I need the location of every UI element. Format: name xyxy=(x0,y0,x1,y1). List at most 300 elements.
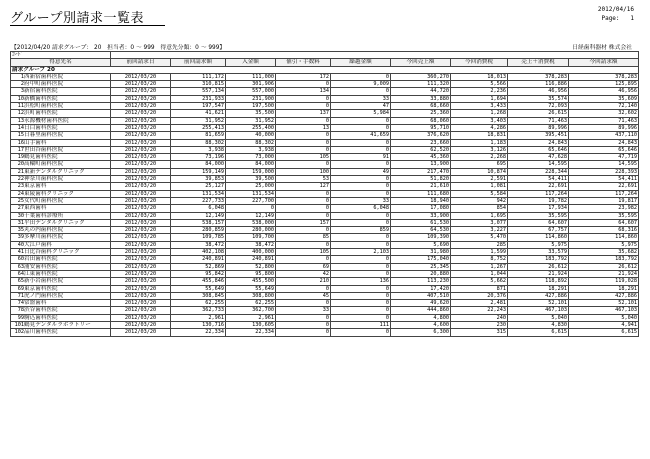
prev-billing-date-cell: 2012/03/20 xyxy=(111,241,171,248)
customer-name: 府中町歯科医院 xyxy=(24,81,64,88)
payment-amount-cell: 2,961 xyxy=(226,314,276,321)
prev-billing-date-cell: 2012/03/20 xyxy=(111,270,171,277)
carryover-amount-cell: 47 xyxy=(331,103,391,110)
table-row xyxy=(11,314,639,321)
current-sales-cell: 217,470 xyxy=(391,168,451,175)
customer-name: 高輪町歯科医院 xyxy=(24,161,64,168)
prev-billing-amount-cell: 31,952 xyxy=(171,117,226,124)
sales-plus-tax-cell: 26,612 xyxy=(508,263,569,270)
current-sales-cell: 17,080 xyxy=(391,205,451,212)
current-sales-cell: 407,510 xyxy=(391,292,451,299)
payment-amount-cell: 362,700 xyxy=(226,307,276,314)
sales-plus-tax-cell: 67,757 xyxy=(508,227,569,234)
carryover-amount-cell: 41,659 xyxy=(331,132,391,139)
column-header: 前回請求日 xyxy=(111,59,171,66)
current-tax-cell: 18,831 xyxy=(451,132,508,139)
customer-code: 102 xyxy=(14,329,24,336)
discount-fee-cell: 0 xyxy=(276,227,331,234)
payment-amount-cell: 52,800 xyxy=(226,263,276,270)
customer-name: 鶴見デンタルラボラトリー xyxy=(24,321,91,328)
prev-billing-amount-cell: 95,842 xyxy=(171,270,226,277)
carryover-amount-cell: 0 xyxy=(331,124,391,131)
customer-name: 東西歯科 xyxy=(24,205,47,212)
current-tax-cell: 2,236 xyxy=(451,88,508,95)
sales-plus-tax-cell: 378,283 xyxy=(508,73,569,80)
payment-amount-cell: 40,000 xyxy=(226,132,276,139)
prev-billing-date-cell: 2012/03/20 xyxy=(111,321,171,328)
customer-name: 永源機材歯科医院 xyxy=(24,117,69,124)
prev-billing-date-cell: 2012/03/20 xyxy=(111,183,171,190)
current-billing-amount-cell: 183,792 xyxy=(569,256,639,263)
table-row xyxy=(11,190,639,197)
current-sales-cell: 5,690 xyxy=(391,241,451,248)
discount-fee-cell: 100 xyxy=(276,168,331,175)
prev-billing-date-cell: 2012/03/20 xyxy=(111,88,171,95)
carryover-amount-cell: 0 xyxy=(331,146,391,153)
customer-cell xyxy=(11,300,111,307)
payment-amount-cell: 227,700 xyxy=(226,197,276,204)
current-billing-amount-cell: 437,110 xyxy=(569,132,639,139)
discount-fee-cell: 0 xyxy=(276,205,331,212)
print-date: 2012/04/16 xyxy=(597,6,634,13)
current-tax-cell: 3,433 xyxy=(451,103,508,110)
customer-code: 16 xyxy=(17,139,24,146)
table-row xyxy=(11,227,639,234)
column-header: 値引・手数料 xyxy=(276,59,331,66)
customer-cell xyxy=(11,176,111,183)
current-sales-cell: 45,360 xyxy=(391,154,451,161)
customer-name: 浜松町歯科医院 xyxy=(24,103,64,110)
prev-billing-amount-cell: 81,659 xyxy=(171,132,226,139)
customer-name: 女代町歯科医院 xyxy=(24,197,64,204)
discount-fee-cell: 0 xyxy=(276,241,331,248)
payment-amount-cell: 131,534 xyxy=(226,190,276,197)
current-billing-amount-cell: 22,691 xyxy=(569,183,639,190)
table-row xyxy=(11,249,639,256)
customer-code: 14 xyxy=(17,124,24,131)
customer-name: 平田デンタルクリニック xyxy=(24,219,85,226)
customer-name: 東新デンタルクリニック xyxy=(24,168,85,175)
current-tax-cell: 871 xyxy=(451,285,508,292)
sales-plus-tax-cell: 14,595 xyxy=(508,161,569,168)
code-header: ｺｰﾄﾞ xyxy=(11,52,111,59)
current-sales-cell: 111,320 xyxy=(391,81,451,88)
carryover-amount-cell: 0 xyxy=(331,241,391,248)
sales-plus-tax-cell: 35,574 xyxy=(508,95,569,102)
current-billing-amount-cell: 68,316 xyxy=(569,227,639,234)
current-billing-amount-cell: 14,595 xyxy=(569,161,639,168)
current-sales-cell: 13,900 xyxy=(391,161,451,168)
current-billing-amount-cell: 21,924 xyxy=(569,270,639,277)
column-header: 繰越金額 xyxy=(331,59,391,66)
customer-name: 千葉歯科診療所 xyxy=(24,212,64,219)
current-billing-amount-cell: 5,040 xyxy=(569,314,639,321)
table-row xyxy=(11,285,639,292)
customer-name: 虎ノ門歯科医院 xyxy=(24,292,64,299)
current-sales-cell: 444,860 xyxy=(391,307,451,314)
table-row xyxy=(11,278,639,285)
customer-cell xyxy=(11,256,111,263)
customer-cell xyxy=(11,88,111,95)
customer-code: 74 xyxy=(17,300,24,307)
customer-code: 41 xyxy=(17,249,24,256)
carryover-amount-cell: 0 xyxy=(331,190,391,197)
payment-amount-cell: 38,472 xyxy=(226,241,276,248)
current-tax-cell: 1,267 xyxy=(451,263,508,270)
discount-fee-cell: 0 xyxy=(276,329,331,336)
prev-billing-amount-cell: 308,845 xyxy=(171,292,226,299)
prev-billing-amount-cell: 25,127 xyxy=(171,183,226,190)
carryover-amount-cell: 0 xyxy=(331,292,391,299)
table-row xyxy=(11,124,639,131)
title-underline xyxy=(10,25,165,26)
customer-name: 岩田歯科医院 xyxy=(24,256,58,263)
customer-code: 21 xyxy=(17,168,24,175)
prev-billing-amount-cell: 538,157 xyxy=(171,219,226,226)
column-header: 入金額 xyxy=(226,59,276,66)
payment-amount-cell: 12,149 xyxy=(226,212,276,219)
customer-code: 10 xyxy=(17,95,24,102)
customer-cell xyxy=(11,285,111,292)
current-sales-cell: 4,600 xyxy=(391,321,451,328)
current-tax-cell: 5,584 xyxy=(451,190,508,197)
prev-billing-date-cell: 2012/03/20 xyxy=(111,278,171,285)
customer-cell xyxy=(11,278,111,285)
prev-billing-date-cell: 2012/03/20 xyxy=(111,314,171,321)
page-number: 1 xyxy=(630,15,634,22)
sales-plus-tax-cell: 18,291 xyxy=(508,285,569,292)
customer-code: 3 xyxy=(20,88,24,95)
customer-cell xyxy=(11,117,111,124)
current-sales-cell: 49,620 xyxy=(391,300,451,307)
current-tax-cell: 1,081 xyxy=(451,183,508,190)
current-tax-cell: 695 xyxy=(451,161,508,168)
table-row xyxy=(11,176,639,183)
current-tax-cell: 285 xyxy=(451,241,508,248)
page-indicator xyxy=(601,15,634,22)
customer-cell xyxy=(11,234,111,241)
sales-plus-tax-cell: 24,843 xyxy=(508,139,569,146)
current-sales-cell: 21,610 xyxy=(391,183,451,190)
table-row xyxy=(11,234,639,241)
customer-cell xyxy=(11,154,111,161)
customer-name: 新橋歯科医院 xyxy=(24,95,58,102)
current-tax-cell: 3,403 xyxy=(451,117,508,124)
payment-amount-cell: 73,000 xyxy=(226,154,276,161)
discount-fee-cell: 0 xyxy=(276,197,331,204)
customer-name: 東京歯科 xyxy=(24,183,47,190)
prev-billing-date-cell: 2012/03/20 xyxy=(111,307,171,314)
current-sales-cell: 17,420 xyxy=(391,285,451,292)
current-billing-amount-cell: 35,595 xyxy=(569,212,639,219)
customer-code: 35 xyxy=(17,227,24,234)
prev-billing-date-cell: 2012/03/20 xyxy=(111,292,171,299)
sales-plus-tax-cell: 72,093 xyxy=(508,103,569,110)
current-sales-cell: 31,980 xyxy=(391,249,451,256)
customer-name: 新小岩歯科医院 xyxy=(24,278,64,285)
carryover-amount-cell: 33 xyxy=(331,95,391,102)
discount-fee-cell: 0 xyxy=(276,190,331,197)
customer-cell xyxy=(11,81,111,88)
discount-fee-cell: 157 xyxy=(276,219,331,226)
current-sales-cell: 6,300 xyxy=(391,329,451,336)
discount-fee-cell: 0 xyxy=(276,314,331,321)
discount-fee-cell: 0 xyxy=(276,146,331,153)
prev-billing-date-cell: 2012/03/20 xyxy=(111,73,171,80)
current-tax-cell: 20,376 xyxy=(451,292,508,299)
discount-fee-cell: 210 xyxy=(276,278,331,285)
customer-cell xyxy=(11,314,111,321)
carryover-amount-cell: 0 xyxy=(331,212,391,219)
customer-code: 40 xyxy=(17,241,24,248)
current-tax-cell: 1,268 xyxy=(451,110,508,117)
sales-plus-tax-cell: 6,615 xyxy=(508,329,569,336)
table-row xyxy=(11,88,639,95)
current-billing-amount-cell: 52,101 xyxy=(569,300,639,307)
customer-code: 63 xyxy=(17,263,24,270)
payment-amount-cell: 159,000 xyxy=(226,168,276,175)
current-sales-cell: 113,230 xyxy=(391,278,451,285)
current-billing-amount-cell: 23,982 xyxy=(569,205,639,212)
customer-code: 11 xyxy=(17,103,24,110)
discount-fee-cell: 0 xyxy=(276,256,331,263)
sales-plus-tax-cell: 35,595 xyxy=(508,212,569,219)
current-sales-cell: 44,720 xyxy=(391,88,451,95)
current-billing-amount-cell: 72,140 xyxy=(569,103,639,110)
payment-amount-cell: 31,952 xyxy=(226,117,276,124)
current-tax-cell: 854 xyxy=(451,205,508,212)
customer-code: 22 xyxy=(17,176,24,183)
current-billing-amount-cell: 467,103 xyxy=(569,307,639,314)
prev-billing-amount-cell: 22,334 xyxy=(171,329,226,336)
customer-code: 12 xyxy=(17,110,24,117)
current-sales-cell: 18,940 xyxy=(391,197,451,204)
table-row xyxy=(11,154,639,161)
report-title: グループ別請求一覧表 xyxy=(10,11,144,26)
prev-billing-date-cell: 2012/03/20 xyxy=(111,154,171,161)
prev-billing-date-cell: 2012/03/20 xyxy=(111,110,171,117)
customer-name: 常盤歯科 xyxy=(24,300,47,307)
carryover-amount-cell: 0 xyxy=(331,219,391,226)
carryover-amount-cell: 0 xyxy=(331,176,391,183)
prev-billing-amount-cell: 73,196 xyxy=(171,154,226,161)
current-tax-cell: 5,470 xyxy=(451,234,508,241)
discount-fee-cell: 0 xyxy=(276,132,331,139)
table-row xyxy=(11,161,639,168)
prev-billing-date-cell: 2012/03/20 xyxy=(111,329,171,336)
payment-amount-cell: 95,800 xyxy=(226,270,276,277)
discount-fee-cell: 0 xyxy=(276,81,331,88)
current-billing-amount-cell: 378,283 xyxy=(569,73,639,80)
customer-name: 浜町歯科医院 xyxy=(24,110,58,117)
current-billing-amount-cell: 5,975 xyxy=(569,241,639,248)
current-sales-cell: 33,880 xyxy=(391,95,451,102)
table-row xyxy=(11,321,639,328)
discount-fee-cell: 0 xyxy=(276,103,331,110)
carryover-amount-cell: 111 xyxy=(331,321,391,328)
carryover-amount-cell: 859 xyxy=(331,227,391,234)
customer-cell xyxy=(11,329,111,336)
payment-amount-cell: 255,400 xyxy=(226,124,276,131)
carryover-amount-cell: 0 xyxy=(331,256,391,263)
column-header: 得意先名 xyxy=(11,59,111,66)
current-sales-cell: 33,900 xyxy=(391,212,451,219)
customer-code: 20 xyxy=(17,161,24,168)
discount-fee-cell: 127 xyxy=(276,183,331,190)
prev-billing-date-cell: 2012/03/20 xyxy=(111,168,171,175)
carryover-amount-cell: 0 xyxy=(331,73,391,80)
customer-cell xyxy=(11,212,111,219)
carryover-amount-cell: 0 xyxy=(331,117,391,124)
prev-billing-date-cell: 2012/03/20 xyxy=(111,212,171,219)
prev-billing-date-cell: 2012/03/20 xyxy=(111,95,171,102)
current-sales-cell: 4,800 xyxy=(391,314,451,321)
customer-code: 15 xyxy=(17,132,24,139)
table-row xyxy=(11,168,639,175)
prev-billing-date-cell: 2012/03/20 xyxy=(111,124,171,131)
customer-cell xyxy=(11,270,111,277)
table-row xyxy=(11,219,639,226)
discount-fee-cell: 85 xyxy=(276,234,331,241)
customer-name: 日暮里歯科医院 xyxy=(24,132,64,139)
current-sales-cell: 109,390 xyxy=(391,234,451,241)
prev-billing-amount-cell: 55,649 xyxy=(171,285,226,292)
sales-plus-tax-cell: 26,615 xyxy=(508,110,569,117)
customer-code: 23 xyxy=(17,183,24,190)
prev-billing-date-cell: 2012/03/20 xyxy=(111,219,171,226)
table-row xyxy=(11,95,639,102)
customer-name: 日比谷歯科クリニック xyxy=(24,249,80,256)
customer-name: 神奈川歯科医院 xyxy=(24,176,64,183)
payment-amount-cell: 35,500 xyxy=(226,110,276,117)
payment-amount-cell: 308,800 xyxy=(226,292,276,299)
prev-billing-amount-cell: 39,853 xyxy=(171,176,226,183)
current-tax-cell: 1,695 xyxy=(451,212,508,219)
customer-cell xyxy=(11,249,111,256)
customer-name: 多摩川歯科医院 xyxy=(24,234,64,241)
customer-cell xyxy=(11,124,111,131)
current-sales-cell: 61,530 xyxy=(391,219,451,226)
payment-amount-cell: 231,900 xyxy=(226,95,276,102)
table-row xyxy=(11,307,639,314)
current-tax-cell: 2,591 xyxy=(451,176,508,183)
table-row xyxy=(11,146,639,153)
customer-cell xyxy=(11,307,111,314)
customer-code: 13 xyxy=(17,117,24,124)
current-tax-cell: 230 xyxy=(451,321,508,328)
discount-fee-cell: 0 xyxy=(276,95,331,102)
discount-fee-cell: 69 xyxy=(276,263,331,270)
prev-billing-amount-cell: 130,716 xyxy=(171,321,226,328)
customer-cell xyxy=(11,197,111,204)
table-row xyxy=(11,205,639,212)
column-header: 今回請求額 xyxy=(569,59,639,66)
current-tax-cell: 315 xyxy=(451,329,508,336)
sales-plus-tax-cell: 17,934 xyxy=(508,205,569,212)
payment-amount-cell: 3,938 xyxy=(226,146,276,153)
carryover-amount-cell: 2,103 xyxy=(331,249,391,256)
current-tax-cell: 942 xyxy=(451,197,508,204)
column-header: 今回消費税 xyxy=(451,59,508,66)
table-row xyxy=(11,81,639,88)
prev-billing-date-cell: 2012/03/20 xyxy=(111,161,171,168)
current-tax-cell: 2,268 xyxy=(451,154,508,161)
customer-name: 東京歯科医院 xyxy=(24,285,58,292)
customer-name: 鶴見歯科医院 xyxy=(24,154,58,161)
carryover-amount-cell: 6,048 xyxy=(331,205,391,212)
customer-code: 1 xyxy=(20,73,24,80)
report-conditions: 【2012/04/20 請求グループ： 20 担当者：0 ～ 999 得意先分類：0 ～ 999】 xyxy=(11,45,226,51)
current-sales-cell: 111,680 xyxy=(391,190,451,197)
customer-cell xyxy=(11,110,111,117)
prev-billing-amount-cell: 3,938 xyxy=(171,146,226,153)
customer-name: 山手歯科 xyxy=(24,139,47,146)
prev-billing-date-cell: 2012/03/20 xyxy=(111,249,171,256)
current-billing-amount-cell: 18,291 xyxy=(569,285,639,292)
sales-plus-tax-cell: 33,579 xyxy=(508,249,569,256)
discount-fee-cell: 0 xyxy=(276,321,331,328)
current-tax-cell: 3,227 xyxy=(451,227,508,234)
sales-plus-tax-cell: 117,264 xyxy=(508,190,569,197)
prev-billing-amount-cell: 197,547 xyxy=(171,103,226,110)
carryover-amount-cell: 0 xyxy=(331,285,391,292)
payment-amount-cell: 400,000 xyxy=(226,249,276,256)
table-row xyxy=(11,117,639,124)
sales-plus-tax-cell: 5,040 xyxy=(508,314,569,321)
table-row xyxy=(11,103,639,110)
current-sales-cell: 62,520 xyxy=(391,146,451,153)
current-billing-amount-cell: 125,895 xyxy=(569,81,639,88)
carryover-amount-cell: 0 xyxy=(331,329,391,336)
discount-fee-cell: 42 xyxy=(276,270,331,277)
column-header: 前回請求額 xyxy=(171,59,226,66)
prev-billing-date-cell: 2012/03/20 xyxy=(111,81,171,88)
sales-plus-tax-cell: 64,607 xyxy=(508,219,569,226)
payment-amount-cell: 130,605 xyxy=(226,321,276,328)
prev-billing-amount-cell: 84,000 xyxy=(171,161,226,168)
current-billing-amount-cell: 114,860 xyxy=(569,234,639,241)
current-tax-cell: 10,874 xyxy=(451,168,508,175)
current-billing-amount-cell: 71,463 xyxy=(569,117,639,124)
payment-amount-cell: 22,334 xyxy=(226,329,276,336)
current-sales-cell: 23,660 xyxy=(391,139,451,146)
table-row xyxy=(11,241,639,248)
table-row xyxy=(11,183,639,190)
customer-code: 2 xyxy=(20,81,24,88)
current-billing-amount-cell: 119,028 xyxy=(569,278,639,285)
sales-plus-tax-cell: 52,101 xyxy=(508,300,569,307)
sales-plus-tax-cell: 5,975 xyxy=(508,241,569,248)
customer-cell xyxy=(11,132,111,139)
current-sales-cell: 51,820 xyxy=(391,176,451,183)
customer-code: 65 xyxy=(17,278,24,285)
customer-name: 浦安歯科医院 xyxy=(24,263,58,270)
carryover-amount-cell: 0 xyxy=(331,314,391,321)
payment-amount-cell: 538,000 xyxy=(226,219,276,226)
discount-fee-cell: 33 xyxy=(276,307,331,314)
payment-amount-cell: 240,891 xyxy=(226,256,276,263)
sales-plus-tax-cell: 467,103 xyxy=(508,307,569,314)
sales-plus-tax-cell: 46,956 xyxy=(508,88,569,95)
current-billing-amount-cell: 19,817 xyxy=(569,197,639,204)
current-billing-amount-cell: 427,886 xyxy=(569,292,639,299)
current-billing-amount-cell: 4,941 xyxy=(569,321,639,328)
table-row xyxy=(11,329,639,336)
discount-fee-cell: 0 xyxy=(276,117,331,124)
customer-code: 99 xyxy=(17,314,24,321)
column-header-row xyxy=(11,59,639,66)
table-row xyxy=(11,110,639,117)
